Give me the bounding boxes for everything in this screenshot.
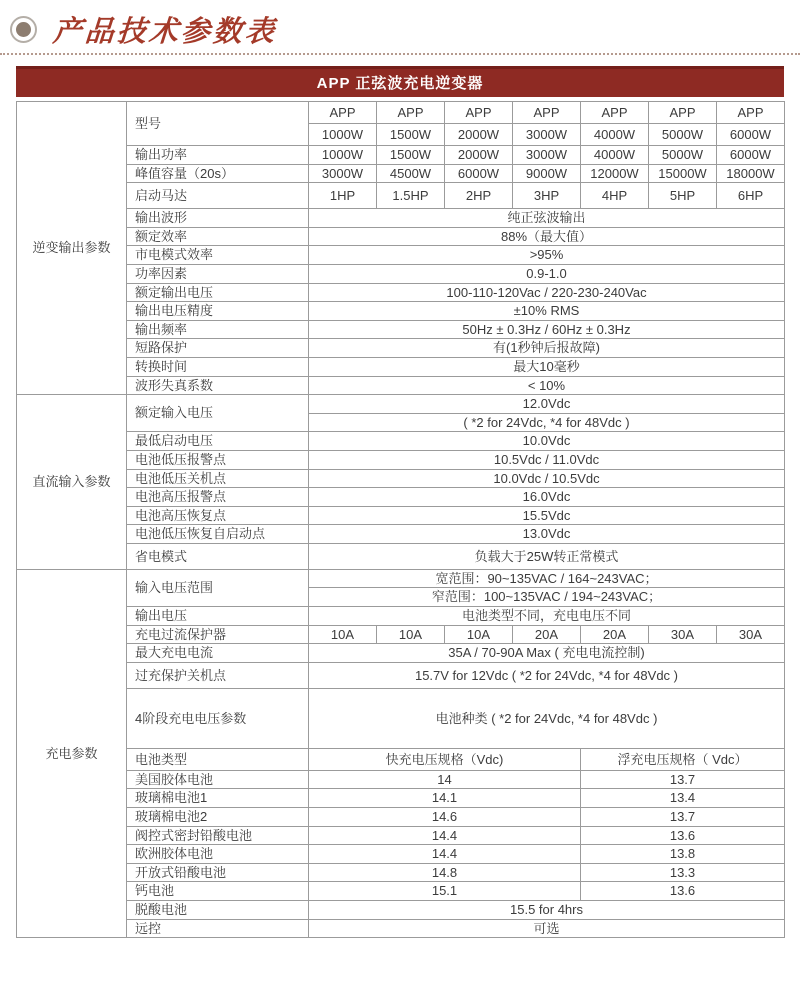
output-power-cell: 6000W <box>717 146 785 165</box>
model-brand-cell: APP <box>309 102 377 124</box>
bullseye-icon <box>10 16 37 43</box>
power-factor-value: 0.9-1.0 <box>309 264 785 283</box>
label-peak-capacity: 峰值容量（20s） <box>127 164 309 183</box>
peak-capacity-cell: 9000W <box>513 164 581 183</box>
transfer-time-value: 最大10毫秒 <box>309 357 785 376</box>
model-brand-cell: APP <box>445 102 513 124</box>
label-overcharge-shutdown: 过充保护关机点 <box>127 662 309 688</box>
motor-start-cell: 5HP <box>649 183 717 209</box>
model-brand-cell: APP <box>377 102 445 124</box>
four-stage-charge-value: 电池种类 ( *2 for 24Vdc, *4 for 48Vdc ) <box>309 688 785 748</box>
charge-overcurrent-cell: 10A <box>377 625 445 644</box>
row-min-start-voltage <box>17 432 785 451</box>
label-output-power: 输出功率 <box>127 146 309 165</box>
label-max-charge-current: 最大充电电流 <box>127 644 309 663</box>
rated-input-voltage-value-1: 12.0Vdc <box>309 395 785 414</box>
label-low-battery-restart: 电池低压恢复自启动点 <box>127 525 309 544</box>
battery-float-cell: 13.4 <box>581 789 785 808</box>
charge-overcurrent-cell: 10A <box>445 625 513 644</box>
battery-float-cell: 13.8 <box>581 845 785 864</box>
table-title-bar: APP 正弦波充电逆变器 <box>16 66 784 97</box>
battery-name-cell: 欧洲胶体电池 <box>127 845 309 864</box>
label-model: 型号 <box>127 102 309 146</box>
row-low-battery-shutdown <box>17 469 785 488</box>
row-peak-capacity <box>17 164 785 183</box>
power-saving-mode-value: 负载大于25W转正常模式 <box>309 543 785 569</box>
model-watt-cell: 2000W <box>445 124 513 146</box>
row-battery-calcium <box>17 882 785 901</box>
label-output-frequency: 输出频率 <box>127 320 309 339</box>
rated-input-voltage-value-2: ( *2 for 24Vdc, *4 for 48Vdc ) <box>309 413 785 432</box>
battery-name-cell: 钙电池 <box>127 882 309 901</box>
battery-name-cell: 阀控式密封铅酸电池 <box>127 826 309 845</box>
label-input-voltage-range: 输入电压范围 <box>127 569 309 606</box>
peak-capacity-cell: 15000W <box>649 164 717 183</box>
battery-fast-cell: 14.1 <box>309 789 581 808</box>
charge-output-voltage-value: 电池类型不同，充电电压不同 <box>309 607 785 626</box>
charge-overcurrent-cell: 30A <box>717 625 785 644</box>
high-battery-recovery-value: 15.5Vdc <box>309 506 785 525</box>
label-high-battery-recovery: 电池高压恢复点 <box>127 506 309 525</box>
output-frequency-value: 50Hz ± 0.3Hz / 60Hz ± 0.3Hz <box>309 320 785 339</box>
row-waveform-distortion <box>17 376 785 395</box>
row-charge-output-voltage <box>17 607 785 626</box>
low-battery-alarm-value: 10.5Vdc / 11.0Vdc <box>309 450 785 469</box>
battery-fast-cell: 14.4 <box>309 826 581 845</box>
row-charge-overcurrent-protector <box>17 625 785 644</box>
row-remote-control <box>17 919 785 938</box>
row-output-frequency <box>17 320 785 339</box>
peak-capacity-cell: 3000W <box>309 164 377 183</box>
row-battery-eu-gel <box>17 845 785 864</box>
output-power-cell: 1000W <box>309 146 377 165</box>
battery-fast-cell: 14.4 <box>309 845 581 864</box>
row-input-voltage-range-wide <box>17 569 785 588</box>
model-watt-cell: 1000W <box>309 124 377 146</box>
label-ac-mode-efficiency: 市电模式效率 <box>127 246 309 265</box>
model-watt-cell: 6000W <box>717 124 785 146</box>
row-low-battery-restart <box>17 525 785 544</box>
label-rated-output-voltage: 额定输出电压 <box>127 283 309 302</box>
peak-capacity-cell: 12000W <box>581 164 649 183</box>
page-title: 产品技术参数表 <box>51 15 278 48</box>
spec-table <box>16 101 785 938</box>
battery-float-cell: 13.6 <box>581 826 785 845</box>
row-high-battery-alarm <box>17 488 785 507</box>
motor-start-cell: 2HP <box>445 183 513 209</box>
battery-name-cell: 玻璃棉电池1 <box>127 789 309 808</box>
label-charge-output-voltage: 输出电压 <box>127 607 309 626</box>
row-low-battery-alarm <box>17 450 785 469</box>
row-output-waveform <box>17 209 785 228</box>
battery-fast-cell: 14.6 <box>309 808 581 827</box>
model-watt-cell: 4000W <box>581 124 649 146</box>
row-output-voltage-accuracy <box>17 302 785 321</box>
motor-start-cell: 1HP <box>309 183 377 209</box>
label-high-battery-alarm: 电池高压报警点 <box>127 488 309 507</box>
high-battery-alarm-value: 16.0Vdc <box>309 488 785 507</box>
row-transfer-time <box>17 357 785 376</box>
label-output-voltage-accuracy: 输出电压精度 <box>127 302 309 321</box>
model-brand-cell: APP <box>513 102 581 124</box>
row-motor-start <box>17 183 785 209</box>
peak-capacity-cell: 18000W <box>717 164 785 183</box>
deacid-battery-value: 15.5 for 4hrs <box>309 901 785 920</box>
row-overcharge-shutdown <box>17 662 785 688</box>
charge-overcurrent-cell: 10A <box>309 625 377 644</box>
ac-mode-efficiency-value: >95% <box>309 246 785 265</box>
low-battery-restart-value: 13.0Vdc <box>309 525 785 544</box>
group-charging: 充电参数 <box>17 569 127 937</box>
battery-name-cell: 开放式铅酸电池 <box>127 863 309 882</box>
row-output-power <box>17 146 785 165</box>
label-charge-overcurrent-protector: 充电过流保护器 <box>127 625 309 644</box>
row-four-stage-charge <box>17 688 785 748</box>
short-circuit-protection-value: 有(1秒钟后报故障) <box>309 339 785 358</box>
motor-start-cell: 1.5HP <box>377 183 445 209</box>
charge-overcurrent-cell: 30A <box>649 625 717 644</box>
row-battery-type-header <box>17 748 785 770</box>
row-deacid-battery <box>17 901 785 920</box>
row-max-charge-current <box>17 644 785 663</box>
label-min-start-voltage: 最低启动电压 <box>127 432 309 451</box>
row-rated-input-voltage-1 <box>17 395 785 414</box>
row-power-factor <box>17 264 785 283</box>
model-brand-cell: APP <box>649 102 717 124</box>
low-battery-shutdown-value: 10.0Vdc / 10.5Vdc <box>309 469 785 488</box>
output-voltage-accuracy-value: ±10% RMS <box>309 302 785 321</box>
model-watt-cell: 3000W <box>513 124 581 146</box>
overcharge-shutdown-value: 15.7V for 12Vdc ( *2 for 24Vdc, *4 for 48Vdc ) <box>309 662 785 688</box>
page-header <box>0 0 800 48</box>
waveform-distortion-value: < 10% <box>309 376 785 395</box>
battery-float-cell: 13.7 <box>581 808 785 827</box>
label-low-battery-alarm: 电池低压报警点 <box>127 450 309 469</box>
group-inverter-output: 逆变输出参数 <box>17 102 127 395</box>
label-low-battery-shutdown: 电池低压关机点 <box>127 469 309 488</box>
label-transfer-time: 转换时间 <box>127 357 309 376</box>
bullseye-icon-core <box>16 22 31 37</box>
label-output-waveform: 输出波形 <box>127 209 309 228</box>
row-ac-mode-efficiency <box>17 246 785 265</box>
peak-capacity-cell: 4500W <box>377 164 445 183</box>
model-watt-cell: 1500W <box>377 124 445 146</box>
battery-name-cell: 美国胶体电池 <box>127 770 309 789</box>
row-battery-agm2 <box>17 808 785 827</box>
battery-float-cell: 13.7 <box>581 770 785 789</box>
label-remote-control: 远控 <box>127 919 309 938</box>
output-power-cell: 5000W <box>649 146 717 165</box>
input-voltage-range-wide-value: 宽范围：90~135VAC / 164~243VAC； <box>309 569 785 588</box>
row-battery-vrla <box>17 826 785 845</box>
peak-capacity-cell: 6000W <box>445 164 513 183</box>
output-power-cell: 2000W <box>445 146 513 165</box>
label-four-stage-charge: 4阶段充电电压参数 <box>127 688 309 748</box>
label-rated-input-voltage: 额定输入电压 <box>127 395 309 432</box>
label-rated-efficiency: 额定效率 <box>127 227 309 246</box>
battery-float-cell: 13.6 <box>581 882 785 901</box>
label-waveform-distortion: 波形失真系数 <box>127 376 309 395</box>
model-brand-cell: APP <box>717 102 785 124</box>
battery-float-charge-header: 浮充电压规格（ Vdc） <box>581 748 785 770</box>
output-power-cell: 4000W <box>581 146 649 165</box>
model-brand-cell: APP <box>581 102 649 124</box>
label-power-saving-mode: 省电模式 <box>127 543 309 569</box>
battery-fast-cell: 14 <box>309 770 581 789</box>
dotted-divider <box>0 53 800 55</box>
row-model-brand <box>17 102 785 124</box>
battery-fast-cell: 15.1 <box>309 882 581 901</box>
label-short-circuit-protection: 短路保护 <box>127 339 309 358</box>
row-battery-agm1 <box>17 789 785 808</box>
battery-float-cell: 13.3 <box>581 863 785 882</box>
row-battery-flooded <box>17 863 785 882</box>
battery-fast-charge-header: 快充电压规格（Vdc) <box>309 748 581 770</box>
motor-start-cell: 6HP <box>717 183 785 209</box>
motor-start-cell: 3HP <box>513 183 581 209</box>
max-charge-current-value: 35A / 70-90A Max ( 充电电流控制) <box>309 644 785 663</box>
battery-name-cell: 玻璃棉电池2 <box>127 808 309 827</box>
label-motor-start: 启动马达 <box>127 183 309 209</box>
row-battery-us-gel <box>17 770 785 789</box>
battery-fast-cell: 14.8 <box>309 863 581 882</box>
label-power-factor: 功率因素 <box>127 264 309 283</box>
remote-control-value: 可选 <box>309 919 785 938</box>
row-high-battery-recovery <box>17 506 785 525</box>
row-short-circuit-protection <box>17 339 785 358</box>
output-waveform-value: 纯正弦波输出 <box>309 209 785 228</box>
label-battery-type: 电池类型 <box>127 748 309 770</box>
model-watt-cell: 5000W <box>649 124 717 146</box>
min-start-voltage-value: 10.0Vdc <box>309 432 785 451</box>
input-voltage-range-narrow-value: 窄范围：100~135VAC / 194~243VAC； <box>309 588 785 607</box>
row-rated-efficiency <box>17 227 785 246</box>
charge-overcurrent-cell: 20A <box>581 625 649 644</box>
charge-overcurrent-cell: 20A <box>513 625 581 644</box>
output-power-cell: 1500W <box>377 146 445 165</box>
rated-output-voltage-value: 100-110-120Vac / 220-230-240Vac <box>309 283 785 302</box>
motor-start-cell: 4HP <box>581 183 649 209</box>
rated-efficiency-value: 88%（最大值） <box>309 227 785 246</box>
row-power-saving-mode <box>17 543 785 569</box>
output-power-cell: 3000W <box>513 146 581 165</box>
group-dc-input: 直流输入参数 <box>17 395 127 570</box>
spec-sheet <box>16 66 784 938</box>
row-rated-output-voltage <box>17 283 785 302</box>
label-deacid-battery: 脱酸电池 <box>127 901 309 920</box>
